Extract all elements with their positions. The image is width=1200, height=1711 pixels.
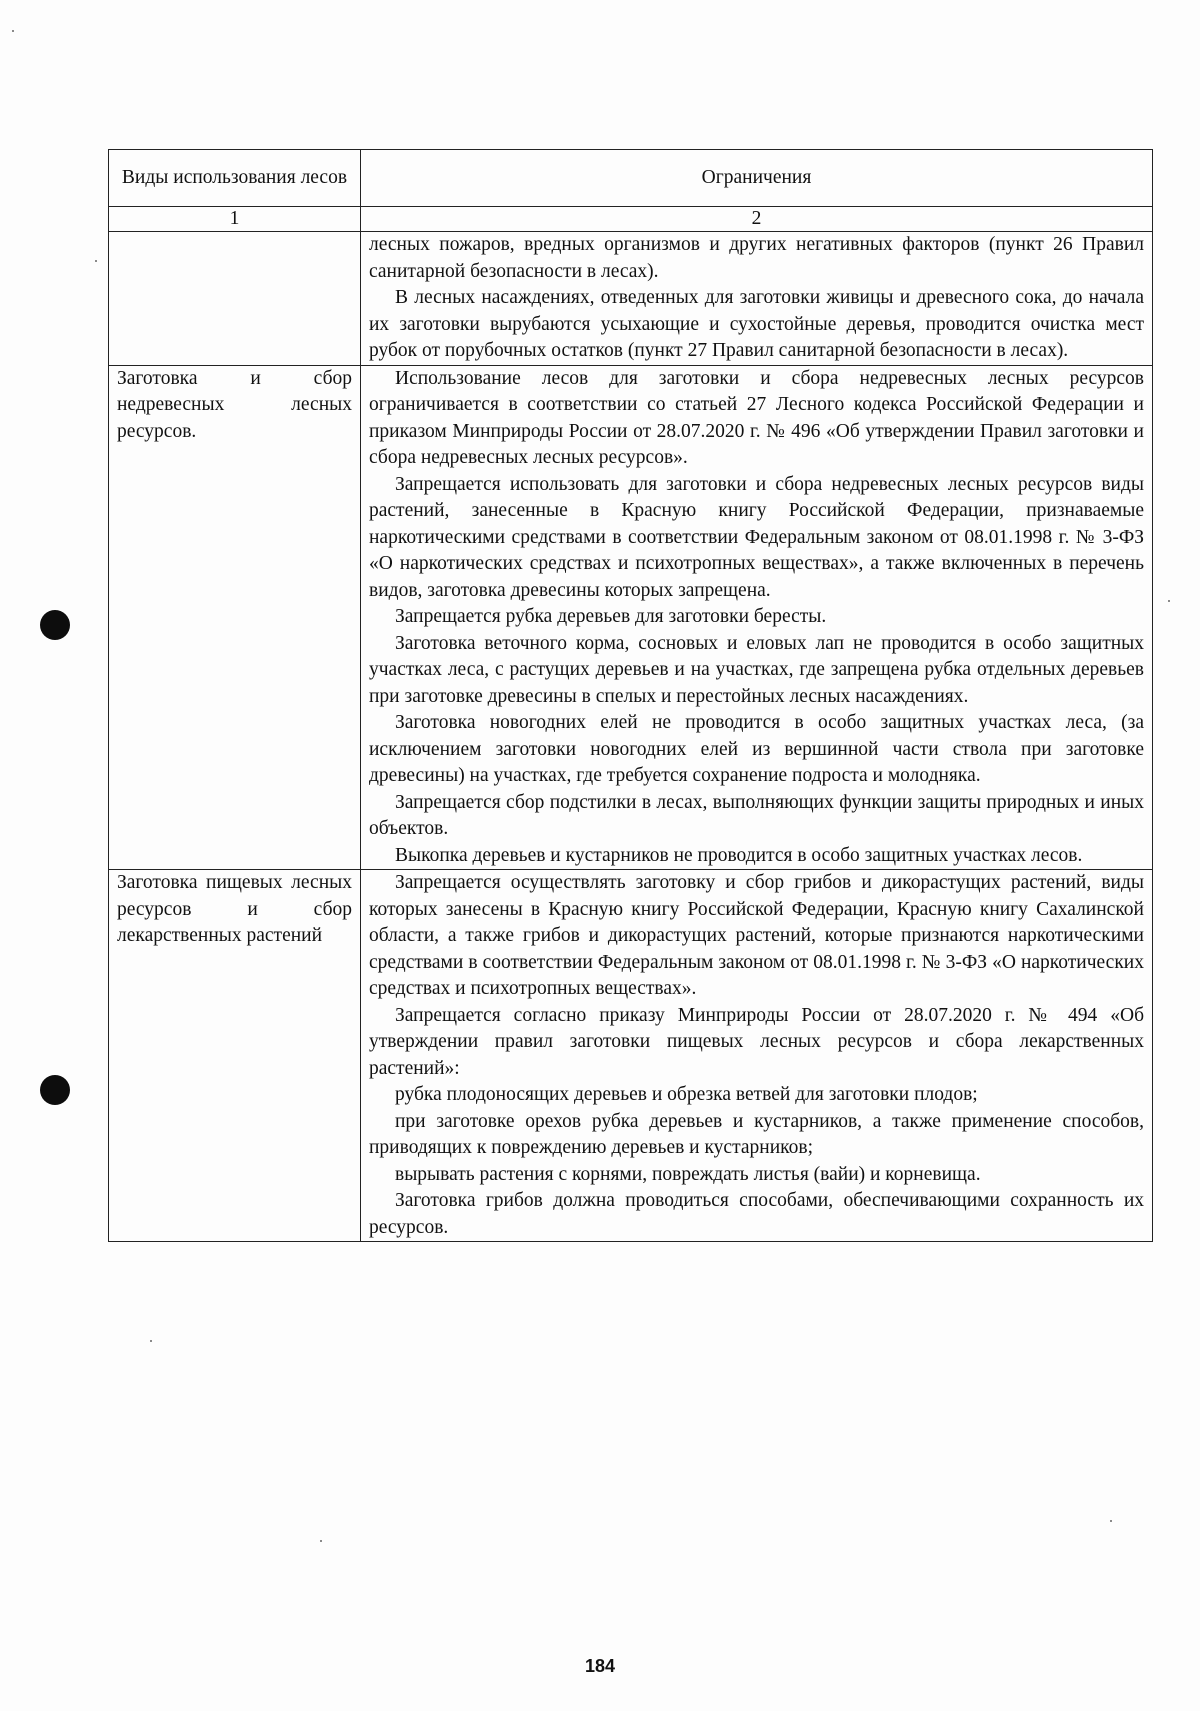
table-header [109, 150, 1153, 232]
header-restrictions: Ограничения [361, 150, 1153, 207]
restriction-paragraph: Выкопка деревьев и кустарников не проводится в особо защитных участках лесов. [395, 844, 1083, 866]
punch-hole-mark [40, 1075, 70, 1105]
restrictions-table [108, 149, 1153, 1242]
restriction-paragraph: при заготовке орехов рубка деревьев и кустарников, а также применение способов, приводящих к повреждению деревьев и кустарников; [369, 1110, 1144, 1158]
scan-speck [150, 1340, 152, 1342]
forest-use-type-cell: Заготовка и сбор недревесных лесных ресурсов. [109, 365, 361, 870]
restriction-paragraph: Запрещается использовать для заготовки и сбора недревесных лесных ресурсов виды растений, занесенные в Красную книгу Российской Федерации, признаваемые наркотическими средствами в соответствии Федеральным законом от 08.01.1998 г. № 3-ФЗ «О наркотических средствах и психотропных веществах», а также включенных в перечень видов, заготовка древесины которых запрещена. [369, 473, 1144, 601]
restriction-paragraph: Запрещается согласно приказу Минприроды России от 28.07.2020 г. № 494 «Об утверждении правил заготовки пищевых лесных ресурсов и сбора лекарственных растений»: [369, 1004, 1144, 1079]
restriction-paragraph: Заготовка новогодних елей не проводится в особо защитных участках леса, (за исключением заготовки новогодних елей из вершинной части ствола при заготовке древесины) на участках, где требуется сохранение подроста и молодняка. [369, 712, 1144, 786]
restriction-paragraph: рубка плодоносящих деревьев и обрезка ветвей для заготовки плодов; [395, 1084, 978, 1105]
forest-use-type-cell: Заготовка пищевых лесных ресурсов и сбор лекарственных растений [109, 870, 361, 1242]
scan-speck [1110, 1520, 1112, 1522]
scan-speck [12, 30, 14, 32]
table-row [109, 870, 1153, 1242]
restriction-paragraph: Запрещается сбор подстилки в лесах, выполняющих функции защиты природных и иных объектов. [369, 791, 1144, 839]
table-row [109, 365, 1153, 870]
forest-use-type-cell [109, 232, 361, 366]
scan-speck [95, 260, 97, 262]
table-row [109, 232, 1153, 366]
page-number: 184 [584, 1656, 616, 1676]
restriction-paragraph: Запрещается осуществлять заготовку и сбор грибов и дикорастущих растений, виды которых занесены в Красную книгу Российской Федерации, Красную книгу Сахалинской области, а также грибов и дикорастущих растений, которые признаются наркотическими средствами в соответствии Федеральным законом от 08.01.1998 г. № 3-ФЗ «О наркотических средствах и психотропных веществах». [369, 872, 1144, 999]
punch-hole-mark [40, 610, 70, 640]
restriction-paragraph: Запрещается рубка деревьев для заготовки бересты. [395, 606, 827, 627]
header-forest-use-types: Виды использования лесов [109, 150, 361, 207]
restrictions-cell [361, 870, 1153, 1242]
restriction-paragraph: вырывать растения с корнями, повреждать листья (вайи) и корневища. [395, 1163, 981, 1185]
restriction-paragraph: Заготовка грибов должна проводиться способами, обеспечивающими сохранность их ресурсов. [369, 1190, 1144, 1238]
scan-speck [320, 1540, 322, 1542]
restriction-paragraph: Использование лесов для заготовки и сбора недревесных лесных ресурсов ограничивается в соответствии со статьей 27 Лесного кодекса Российской Федерации и приказом Минприроды России от 28.07.2020 г. № 496 «Об утверждении Правил заготовки и сбора недревесных лесных ресурсов». [369, 367, 1144, 468]
restrictions-cell [361, 365, 1153, 870]
scan-speck [1168, 600, 1170, 602]
restriction-paragraph: В лесных насаждениях, отведенных для заготовки живицы и древесного сока, до начала их заготовки вырубаются усыхающие и сухостойные деревья, проводится очистка мест рубок от порубочных остатков (пункт 27 Правил санитарной безопасности в лесах). [369, 287, 1144, 361]
header-column-number-1: 1 [109, 207, 361, 232]
restriction-paragraph: Заготовка веточного корма, сосновых и еловых лап не проводится в особо защитных участках леса, с растущих деревьев и на участках, где запрещена рубка отдельных деревьев при заготовке древесины в спелых и перестойных лесных насаждениях. [369, 632, 1144, 707]
restriction-paragraph: лесных пожаров, вредных организмов и других негативных факторов (пункт 26 Правил санитарной безопасности в лесах). [369, 234, 1144, 282]
header-column-number-2: 2 [361, 207, 1153, 232]
restrictions-cell [361, 232, 1153, 366]
